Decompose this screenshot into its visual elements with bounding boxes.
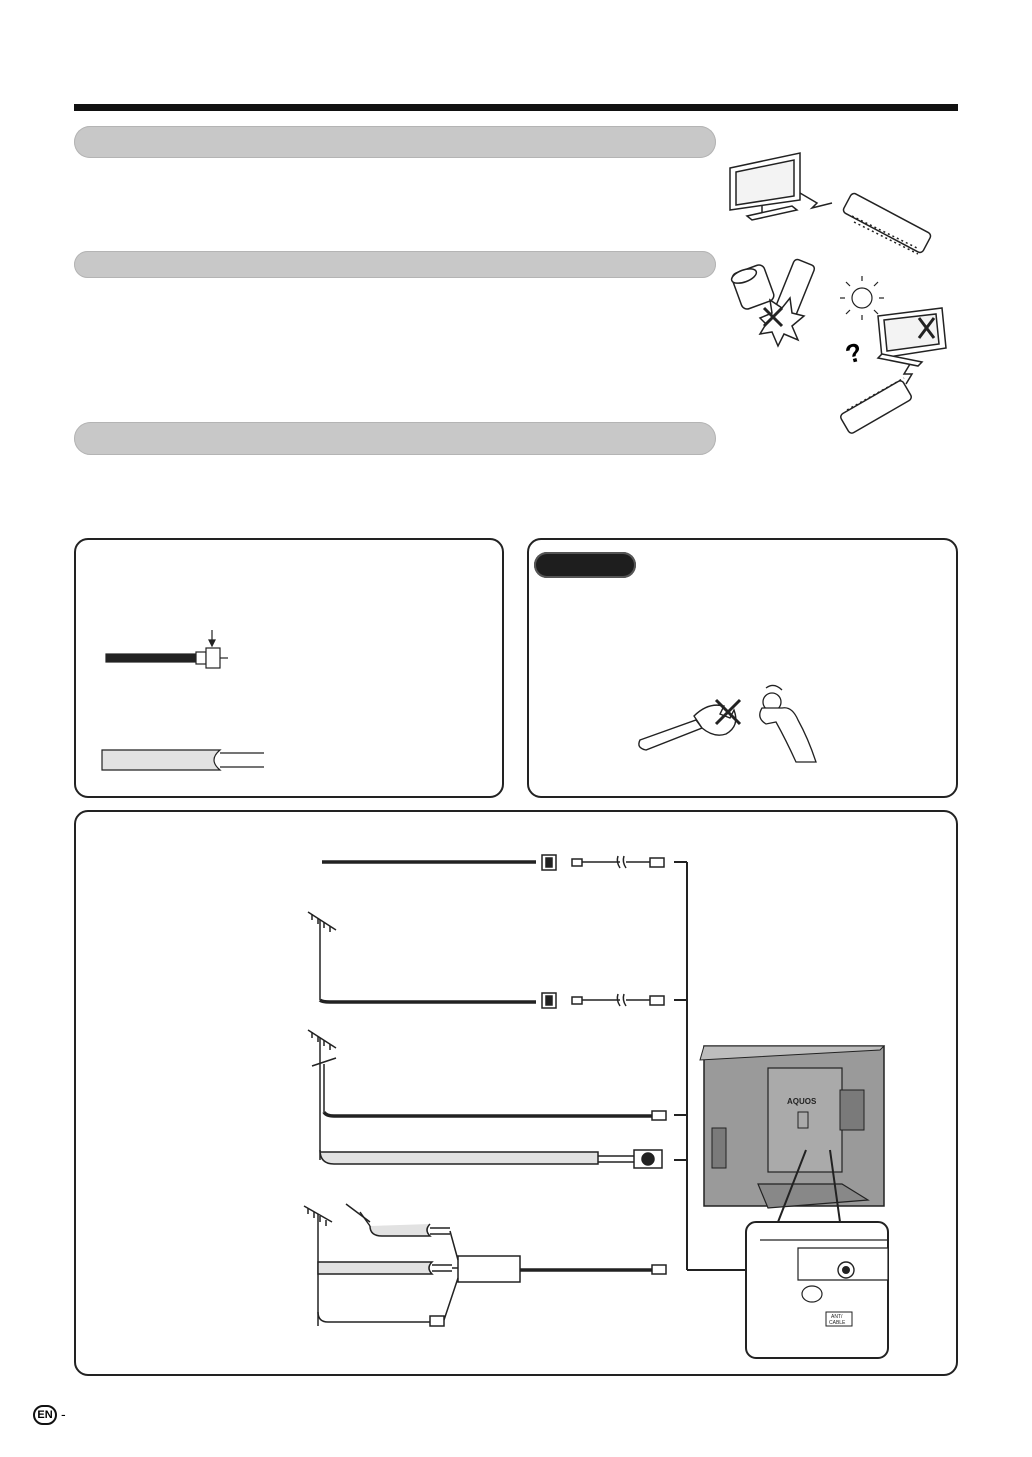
cable-connector-illustration bbox=[100, 630, 260, 780]
wrench-caution-illustration bbox=[636, 682, 822, 762]
caution-badge bbox=[534, 552, 636, 578]
antenna-icon bbox=[308, 1030, 666, 1168]
tv-brand-label: AQUOS bbox=[787, 1097, 817, 1106]
antenna-icon bbox=[304, 1204, 452, 1326]
question-mark-icon: ? bbox=[842, 336, 866, 370]
section-header-3 bbox=[74, 422, 716, 455]
wrench-icon bbox=[639, 705, 736, 750]
terminal-label: ANT/ bbox=[831, 1314, 843, 1320]
connection-diagram bbox=[290, 850, 900, 1365]
twin-lead-cable-icon bbox=[102, 750, 264, 770]
antenna-icon bbox=[308, 912, 536, 1002]
top-rule bbox=[74, 104, 958, 111]
terminal-label-line2: CABLE bbox=[829, 1320, 846, 1326]
language-badge-text: EN bbox=[37, 1409, 53, 1421]
sun-icon bbox=[840, 276, 884, 320]
splitter-icon bbox=[444, 1231, 666, 1320]
section-header-2 bbox=[74, 251, 716, 278]
language-badge bbox=[33, 1405, 57, 1425]
hand-icon bbox=[760, 685, 816, 762]
coax-connector-icon bbox=[106, 630, 228, 668]
coax-connector-icon bbox=[542, 993, 664, 1008]
coax-connector-icon bbox=[542, 855, 664, 870]
cross-mark-icon bbox=[730, 258, 816, 346]
page-number-suffix: - bbox=[61, 1406, 66, 1422]
section-header-1 bbox=[74, 126, 716, 158]
remote-usage-illustration bbox=[722, 148, 962, 448]
tv-remote-icon bbox=[730, 153, 932, 254]
